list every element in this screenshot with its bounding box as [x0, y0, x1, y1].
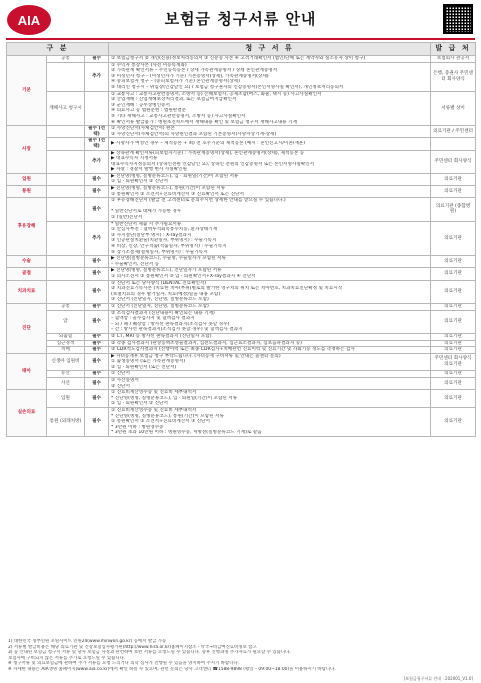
document-line: ⑤ 장기조절제(절제일자, 부위명시) : 수술기록지	[111, 249, 208, 255]
table-row	[7, 221, 476, 256]
documents-cell	[109, 198, 431, 221]
document-line: ① (일반)진단서	[111, 215, 143, 221]
subcategory-cell	[47, 268, 85, 280]
document-line: ① 진료비계산영수증 및 진료비 세부내역서	[111, 408, 197, 414]
category-cell: 수술	[7, 256, 47, 268]
table-row	[7, 198, 476, 221]
documents-cell	[109, 62, 431, 91]
table-row	[7, 126, 476, 138]
documents-cell	[109, 186, 431, 198]
requirement-cell: 필수	[85, 408, 109, 437]
document-line: ④ 의료사고 등 법원문헌 : 법원판결문	[111, 108, 187, 114]
document-line: ▶ 진단명(질병분류코드), 수술명, 수술일자가 포함된 서류	[111, 256, 226, 262]
documents-cell	[109, 347, 431, 354]
documents-cell	[109, 56, 431, 63]
document-line: ③ 진단서 (진단일자, 진단명, 질병분류코드 포함)	[111, 297, 209, 303]
documents-cell	[109, 340, 431, 347]
issuer-cell: 보험회사 관공서	[431, 56, 476, 63]
subcategory-cell	[47, 221, 85, 256]
issuer-cell: 의료기관	[431, 371, 476, 378]
subcategory-cell: 치매	[47, 347, 85, 354]
document-line: – 뇌 / 폐 / 췌장암 : 방사선 판독결과지(조직검사 못할 경우)	[111, 321, 230, 327]
document-line: ① 교통사고 : 교통사고관련증명서, 소방서 등) 손해보험사, 공제조합(버스, 화물, 택시 등) 사고사실확인서	[111, 91, 322, 97]
issuer-cell: 의료기관	[431, 173, 476, 185]
table-row	[7, 303, 476, 310]
documents-cell	[109, 310, 431, 333]
document-line: ▶ 상속관계 확인서류(피보험자기준) : 가족관계증명서(상세), 혼인관계증명서(상세), 제적등본 등	[111, 150, 305, 156]
issuer-cell: 의료기관	[431, 408, 476, 437]
document-line: – 혈액암 : 골수검사지 및 혈액검사 결과지	[111, 316, 195, 322]
subcategory-cell: 입원	[47, 390, 85, 408]
category-cell: 실손의료	[7, 390, 47, 437]
col-header-documents: 청 구 서 류	[109, 43, 431, 56]
table-row	[7, 378, 476, 390]
document-line: – 수술확인서, 진단서 등	[111, 261, 160, 267]
table-row	[7, 186, 476, 198]
table-row	[7, 347, 476, 354]
requirement-cell: 필수	[85, 268, 109, 280]
subcategory-cell: 신생아 입원비	[47, 353, 85, 371]
document-line: ① 진단서 (진단일자, 진단명, 질병분류코드 포함)	[111, 303, 209, 309]
issuer-cell: 은행, 증권사 주민센터 회사양식	[431, 62, 476, 91]
subcategory-cell: 공통	[47, 56, 85, 63]
subcategory-cell	[47, 62, 85, 91]
document-line: ② 입 · 퇴원확인서 (또는 진단서)	[111, 364, 177, 370]
documents-cell	[109, 353, 431, 371]
document-line: ② 사망진단서(사체검안서)의 사망원인결과 포함된 기본증명서(사망자상기재-상세)	[111, 131, 277, 137]
documents-cell	[109, 378, 431, 390]
note-line: 2) 서류별 발급비용은 해당 의료기관 및 건강보험심사평가원(http://www.hira.or.kr)홈페이지참조 · 약국→비급여진료비정보 참고	[8, 644, 257, 650]
document-line: 대표수익자지정동의서 (상속인전원 인감날인 요), 상속인 전원의 인감증명서 또는 본인서명사실확인서	[111, 161, 315, 167]
subcategory-cell	[47, 280, 85, 303]
table-row	[7, 408, 476, 437]
document-line: ▶ 진단명(병명, 질병분류코드), 통원(기간)이 포함된 서류	[111, 186, 226, 192]
document-line: ② 각종 검사결과지 (관상동맥조영술결과지, 심전도결과지, 심근효소결과지, 심초음파결과지 등)	[111, 340, 302, 346]
documents-cell	[109, 303, 431, 310]
category-cell: 사망	[7, 126, 47, 174]
category-cell: 기본	[7, 56, 47, 126]
issuer-cell: 의료기관	[431, 221, 476, 256]
document-line: ① 수익자 통장사본 (사전 미등록계좌)	[111, 62, 187, 68]
document-line: ② CDR척도검사결과지 (진행이력 또는 최종 CDR검사+치매관련 진료이력 및 진료기간 및 사회기능 정도를 측정하는 검사	[111, 347, 355, 353]
category-cell: 진단	[7, 303, 47, 353]
documents-cell	[109, 138, 431, 150]
documents-cell	[109, 150, 431, 173]
subcategory-cell	[47, 150, 85, 173]
category-cell: 치과치료	[7, 280, 47, 303]
subcategory-cell	[47, 186, 85, 198]
issuer-cell: 의료기관	[431, 347, 476, 354]
document-line: * 진단명(병명, 질병분류코드), 입 · 퇴원일(기간)이 포함된 서류	[111, 395, 238, 401]
document-line: ⑤ 대리인 청구시 – 위임장(인감날인 요) / 보험금 청구권자의 인감증명서(본인서명사실 확인서), 개인정보처리동의서	[111, 84, 344, 90]
table-row	[7, 280, 476, 303]
document-line: ④ 중피보험자 청구 – (중피보험자가 기준) 혼인관계증명서(상세)	[111, 79, 240, 85]
category-cell: 통원	[7, 186, 47, 198]
document-line: ② 가족관계 확인서류 – 주민등록등본 / 상세 가족관계증명서 / 상세 혼인관계증명서	[111, 68, 278, 74]
documents-cell	[109, 280, 431, 303]
document-line: ① 후유장해진단서 (발급 전 고객센터로 문의주시면 상세한 안내를 받으실 수 있습니다.)	[111, 198, 286, 204]
requirement-cell: 필수	[85, 353, 109, 371]
note-line: 보험사에 구비되지 않은 서류를 추가로 요청드릴 수 있습니다.	[8, 655, 126, 661]
subcategory-cell: 사산	[47, 378, 85, 390]
document-line: ① 사망진단서(사체검안서) 원본	[111, 126, 175, 132]
document-line: ② 조직검사결과지 (진단내용이 확인되는 내용 기재)	[111, 310, 215, 316]
col-header-category: 구 분	[7, 43, 109, 56]
document-line: * 3만원 초과 10만원 이하 : 병원영수증, 처방전(질병분류코드 기재)로 갈음	[111, 430, 262, 436]
issuer-cell: 의료기관 (종합병원)	[431, 198, 476, 221]
table-row	[7, 62, 476, 91]
document-line: ① 입 · 퇴원확인서 ② 진단서	[111, 179, 168, 185]
documents-cell	[109, 256, 431, 268]
note-line: ※ 자세한 내용은 AIA생명 홈페이지(www.aia.co.kr)에서 확인 하실 수 있으며, 관련 문의는 당사 고객센터 ☎1588-9898 (평일 – 09:00~18:00)을 이용하시기 바랍니다.	[8, 666, 336, 672]
issuer-cell: 의료기관	[431, 310, 476, 333]
document-line: ③ 인공관절치환술(치환일자, 부위명시) : 수술기록지	[111, 238, 217, 244]
document-line: ▶ 진단명(병명, 질병분류코드), 입 · 퇴원일(기간)이 포함된 서류	[111, 173, 239, 179]
issuer-cell: 의료기관	[431, 256, 476, 268]
requirement-cell: 추가	[85, 150, 109, 173]
subcategory-cell	[47, 126, 85, 138]
table-header-row	[7, 43, 476, 56]
table-row	[7, 310, 476, 333]
document-line: ③ 미성년자 청구 – (미성년자가 기준) 기본증명서(상세), 가족관계증명서(상세)	[111, 73, 269, 79]
document-line: ⑥ 확인서류 발급불가 : 병원초진차트에서 재해내용 확인 및 보험금 청구서 재해사고내용 기재	[111, 119, 297, 125]
issuer-cell: 의료기관	[431, 378, 476, 390]
requirement-cell: 필수	[85, 340, 109, 347]
documents-cell	[109, 408, 431, 437]
document-line: ① 입 · 퇴원확인서 ② 진단서	[111, 401, 168, 407]
document-line: * 일반진단서로 대체가 가능한 경우	[111, 209, 182, 215]
subcategory-cell: 심근경색	[47, 340, 85, 347]
document-line: ② 치과진료기록사본 (치료한 치아(부위)별로의 발거한 영구치의 위치 또는 치아번호, 치과치료진단확정 및 치료시작	[111, 286, 343, 292]
document-line: * 진단명(병명, 질병분류코드), 통원(기간)이 포함된 서류	[111, 413, 224, 419]
subcategory-cell	[47, 173, 85, 185]
table-row	[7, 390, 476, 408]
documents-cell	[109, 333, 431, 340]
issuer-cell: 의료기관	[431, 340, 476, 347]
document-line: * 일반진단서 제출 시 추가필요서류	[111, 221, 182, 227]
col-header-issuer: 발 급 처	[431, 43, 476, 56]
notes-section	[8, 639, 473, 673]
svg-text:AIA: AIA	[17, 13, 41, 28]
document-line: ▶ 대표수익자 지정서류	[111, 156, 158, 162]
document-line: ② 사지절단(절단부 명시) : X-ray결과지	[111, 232, 192, 238]
issuer-cell: 의료기관	[431, 390, 476, 408]
issuer-cell: 의료기관	[431, 186, 476, 198]
note-line: 3) 등 안내된 보험금 청구시 서류 및 당사 보험금 사정과 관련하여 보완 서류를 요청드릴 수 있습니다. 향후 진행과정 추가자료가 필요할 수 있습니다.	[8, 650, 291, 656]
requirement-cell: 추가	[85, 221, 109, 256]
document-line: ▶ 자녀등재후 보험금 청구 부탁드립니다. (자녀등재 구비서류 및 안내는 콜센터 문의)	[111, 353, 281, 359]
document-line: ② 산업재해 : 산업재해보상처리결과, 또는 보험금여지급확인서	[111, 97, 237, 103]
subcategory-cell: 유산	[47, 371, 85, 378]
issuer-cell: 의료기관 / 주민센터	[431, 126, 476, 138]
documents-cell	[109, 173, 431, 185]
table-row	[7, 150, 476, 173]
requirement-cell: 필수 (선택)	[85, 126, 109, 138]
subcategory-cell	[47, 138, 85, 150]
documents-cell	[109, 221, 431, 256]
requirement-cell	[85, 91, 109, 126]
document-line: (보철치료의 경우 발거일자, 치료(예정)일을 내용 포함)	[111, 291, 221, 297]
subcategory-cell: 공통	[47, 303, 85, 310]
note-line: ※ 청구서류 및 의료보험금에 관하여 추가 서류를 요청 드리거나 의학 심사가 진행될 수 있음을 양지하여 주시기 바랍니다.	[8, 661, 239, 667]
qr-code-icon	[443, 4, 473, 34]
issuer-cell: 의료기관	[431, 333, 476, 340]
requirement-cell: 필수	[85, 198, 109, 221]
document-line: ① 안심사부전 : 혈액투석회복통수치등, 환자상태기재	[111, 227, 218, 233]
issuer-cell: 의료기관	[431, 303, 476, 310]
subcategory-cell: 뇌출혈	[47, 333, 85, 340]
document-line: ④ 비장, 신장, 안구적출(적출일자, 부위명시) : 수술기록지	[111, 244, 227, 249]
document-line: ① 진료비계산영수증 및 진료비 세부내역서	[111, 390, 197, 396]
requirement-cell: 필수	[85, 310, 109, 333]
requirement-cell: 필수	[85, 186, 109, 198]
document-line: ① 사산증명서	[111, 378, 139, 384]
document-line: – 간 : 방사선 판독결과지(조직검사 못할 경우) 및 혈액검사 결과지	[111, 327, 243, 333]
issuer-cell	[431, 138, 476, 150]
page-title: 보험금 청구서류 안내	[164, 10, 317, 28]
category-cell: 골절	[7, 268, 47, 280]
table-row	[7, 56, 476, 63]
table-row	[7, 333, 476, 340]
issuer-cell: 주민센터 회사양식 의료기관	[431, 353, 476, 371]
documents-cell	[109, 390, 431, 408]
document-line: ① 진단서 또는 당사양식 (DENTAL 진료확인서)	[111, 280, 207, 286]
requirement-cell: 필수	[85, 347, 109, 354]
table-row	[7, 256, 476, 268]
claim-documents-table	[6, 42, 476, 437]
document-line: ① 진단서	[111, 371, 130, 377]
category-cell: 입원	[7, 173, 47, 185]
subcategory-cell: 암	[47, 310, 85, 333]
documents-cell	[109, 268, 431, 280]
subcategory-cell	[47, 198, 85, 221]
requirement-cell: 필수	[85, 378, 109, 390]
requirement-cell: 필수	[85, 173, 109, 185]
divider	[6, 38, 475, 40]
header	[0, 0, 481, 40]
requirement-cell: 필수	[85, 390, 109, 408]
document-line: ▶ 자살 : 경찰서 발행 변사 사실확인원	[111, 167, 187, 173]
footer-version: [보험금청구서류 안내 : 202001_V1.0]	[403, 676, 473, 681]
document-line: ① 보험금청구서 ② 개인(신용)정보처리동의서 ③ 신분증 사본 ④ 고객거래확인서 (법인/단체 또는 계약자와 실소유자 상이 청구)	[111, 56, 366, 61]
category-cell: 후유장해	[7, 198, 47, 256]
table-row	[7, 91, 476, 126]
requirement-cell: 필수 (선택)	[85, 138, 109, 150]
document-line: * 3만원 이하 : 병원영수증	[111, 424, 164, 430]
documents-cell	[109, 371, 431, 378]
table-row	[7, 353, 476, 371]
requirement-cell: 추가	[85, 62, 109, 91]
requirement-cell: 필수	[85, 333, 109, 340]
document-line: ② 진단서	[111, 383, 130, 389]
subcategory-cell: 재해사고 청구시	[47, 91, 85, 126]
issuer-cell: 주민센터 회사양식	[431, 150, 476, 173]
document-line: ① 통원확인서 ② 소견서+진료비계산서 ③ 진단서	[111, 419, 210, 425]
document-line: ③ 군인재해 : 공무상병인증서	[111, 102, 170, 108]
documents-cell	[109, 91, 431, 126]
subcategory-cell: 통원 (외래처방)	[47, 408, 85, 437]
document-line: ② CT, MRI 등 방사선 판독결과지 (진단일자 포함)	[111, 333, 212, 339]
document-line: ① 출생증명서 (또는 가족관계증명서)	[111, 359, 186, 365]
issuer-cell: 의료기관	[431, 268, 476, 280]
subcategory-cell	[47, 256, 85, 268]
issuer-cell: 서류별 상이	[431, 91, 476, 126]
document-line: ① 통원확인서 ② 소견서+진료비계산서 ③ 진료확인서 또는 진단서	[111, 191, 244, 197]
table-row	[7, 268, 476, 280]
requirement-cell: 필수	[85, 56, 109, 63]
document-line: ▶ 진단명(병명, 질병분류코드), 진단일자가 포함된 서류	[111, 268, 222, 274]
note-line: 1) 대한민국 정부민원 포털사이트 민원24(www.minwon.go.kr) 등에서 발급 가능	[8, 639, 167, 644]
document-line: ▶ 사망자가 여성인 경우 – 제적등본 + 최) 전 호주기준의 제적등본 (예시 : 혼인신고시/이혼/재혼)	[111, 141, 306, 147]
category-cell: 태아	[7, 353, 47, 390]
requirement-cell: 필수	[85, 371, 109, 378]
requirement-cell: 필수	[85, 256, 109, 268]
requirement-cell: 필수	[85, 280, 109, 303]
table-row	[7, 173, 476, 185]
document-line: ① 의사소견서 ② 통원확인서 ③ 입 · 퇴원확인서+X-ray결과지 ④ 진단서	[111, 273, 256, 279]
requirement-cell: 필수	[85, 303, 109, 310]
documents-cell	[109, 126, 431, 138]
table-row	[7, 138, 476, 150]
document-line: ⑤ 기타 재해사고 : 교통사고관련증명서, 소방서 등) 사고사실확인서	[111, 113, 246, 119]
table-row	[7, 371, 476, 378]
table-row	[7, 340, 476, 347]
issuer-cell: 의료기관	[431, 280, 476, 303]
